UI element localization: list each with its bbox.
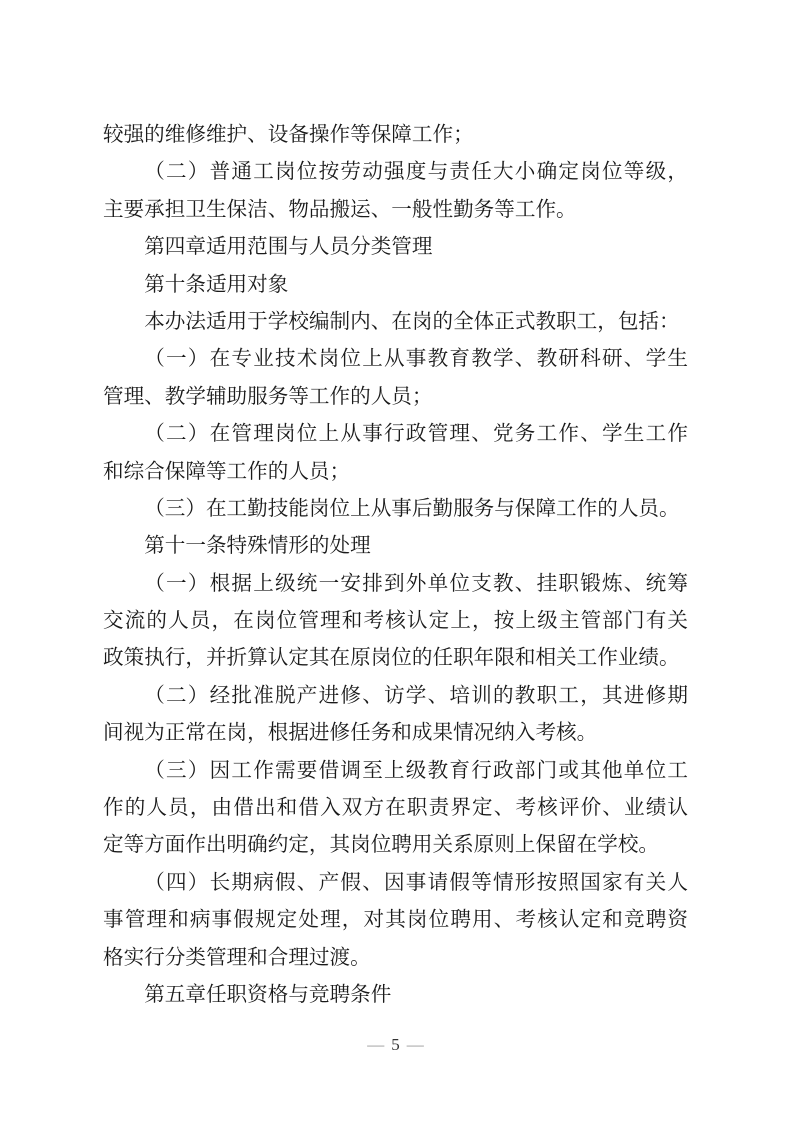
page-footer [103,1034,688,1056]
text-line: 格实行分类管理和合理过渡。 [103,946,371,969]
article-heading [103,528,688,565]
page-number: 5 [391,1035,400,1054]
paragraph [103,117,688,154]
text-line: （四）长期病假、产假、因事请假等情形按照国家有关人 [144,871,688,894]
text-line: 事管理和病事假规定处理，对其岗位聘用、考核认定和竞聘资 [103,909,688,932]
paragraph [103,865,688,977]
paragraph [103,154,688,229]
text-line: 第五章任职资格与竞聘条件 [144,983,392,1006]
text-line: （三）在工勤技能岗位上从事后勤服务与保障工作的人员。 [144,497,680,520]
paragraph [103,678,688,753]
text-line: 定等方面作出明确约定，其岗位聘用关系原则上保留在学校。 [103,834,660,857]
article-heading [103,267,688,304]
paragraph [103,491,688,528]
chapter-heading [103,229,688,266]
text-line: （一）根据上级统一安排到外单位支教、挂职锻炼、统筹 [144,572,688,595]
text-line: （一）在专业技术岗位上从事教育教学、教研科研、学生 [144,348,688,371]
text-line: （二）经批准脱产进修、访学、培训的教职工，其进修期 [144,684,688,707]
text-line: 政策执行，并折算认定其在原岗位的任职年限和相关工作业绩。 [103,647,680,670]
text-line: 主要承担卫生保洁、物品搬运、一般性勤务等工作。 [103,198,577,221]
text-line: 本办法适用于学校编制内、在岗的全体正式教职工，包括： [144,310,680,333]
chapter-heading [103,977,688,1014]
paragraph [103,304,688,341]
text-line: 管理、教学辅助服务等工作的人员； [103,385,433,408]
footer-dash-left: — [367,1035,385,1054]
text-line: 作的人员，由借出和借入双方在职责界定、考核评价、业绩认 [103,797,688,820]
footer-dash-right: — [406,1035,424,1054]
text-line: 第十条适用对象 [144,273,289,296]
paragraph [103,753,688,865]
text-line: 第十一条特殊情形的处理 [144,535,371,558]
text-line: （二）在管理岗位上从事行政管理、党务工作、学生工作 [144,423,688,446]
text-line: 较强的维修维护、设备操作等保障工作； [103,124,474,146]
text-line: 交流的人员，在岗位管理和考核认定上，按上级主管部门有关 [103,610,688,633]
text-line: 间视为正常在岗，根据进修任务和成果情况纳入考核。 [103,722,598,745]
paragraph [103,341,688,416]
document-body [103,117,688,1014]
text-line: （三）因工作需要借调至上级教育行政部门或其他单位工 [144,759,688,782]
text-line: 和综合保障等工作的人员； [103,460,351,483]
paragraph [103,566,688,678]
paragraph [103,416,688,491]
text-line: 第四章适用范围与人员分类管理 [144,236,433,259]
text-line: （二）普通工岗位按劳动强度与责任大小确定岗位等级， [144,161,688,184]
